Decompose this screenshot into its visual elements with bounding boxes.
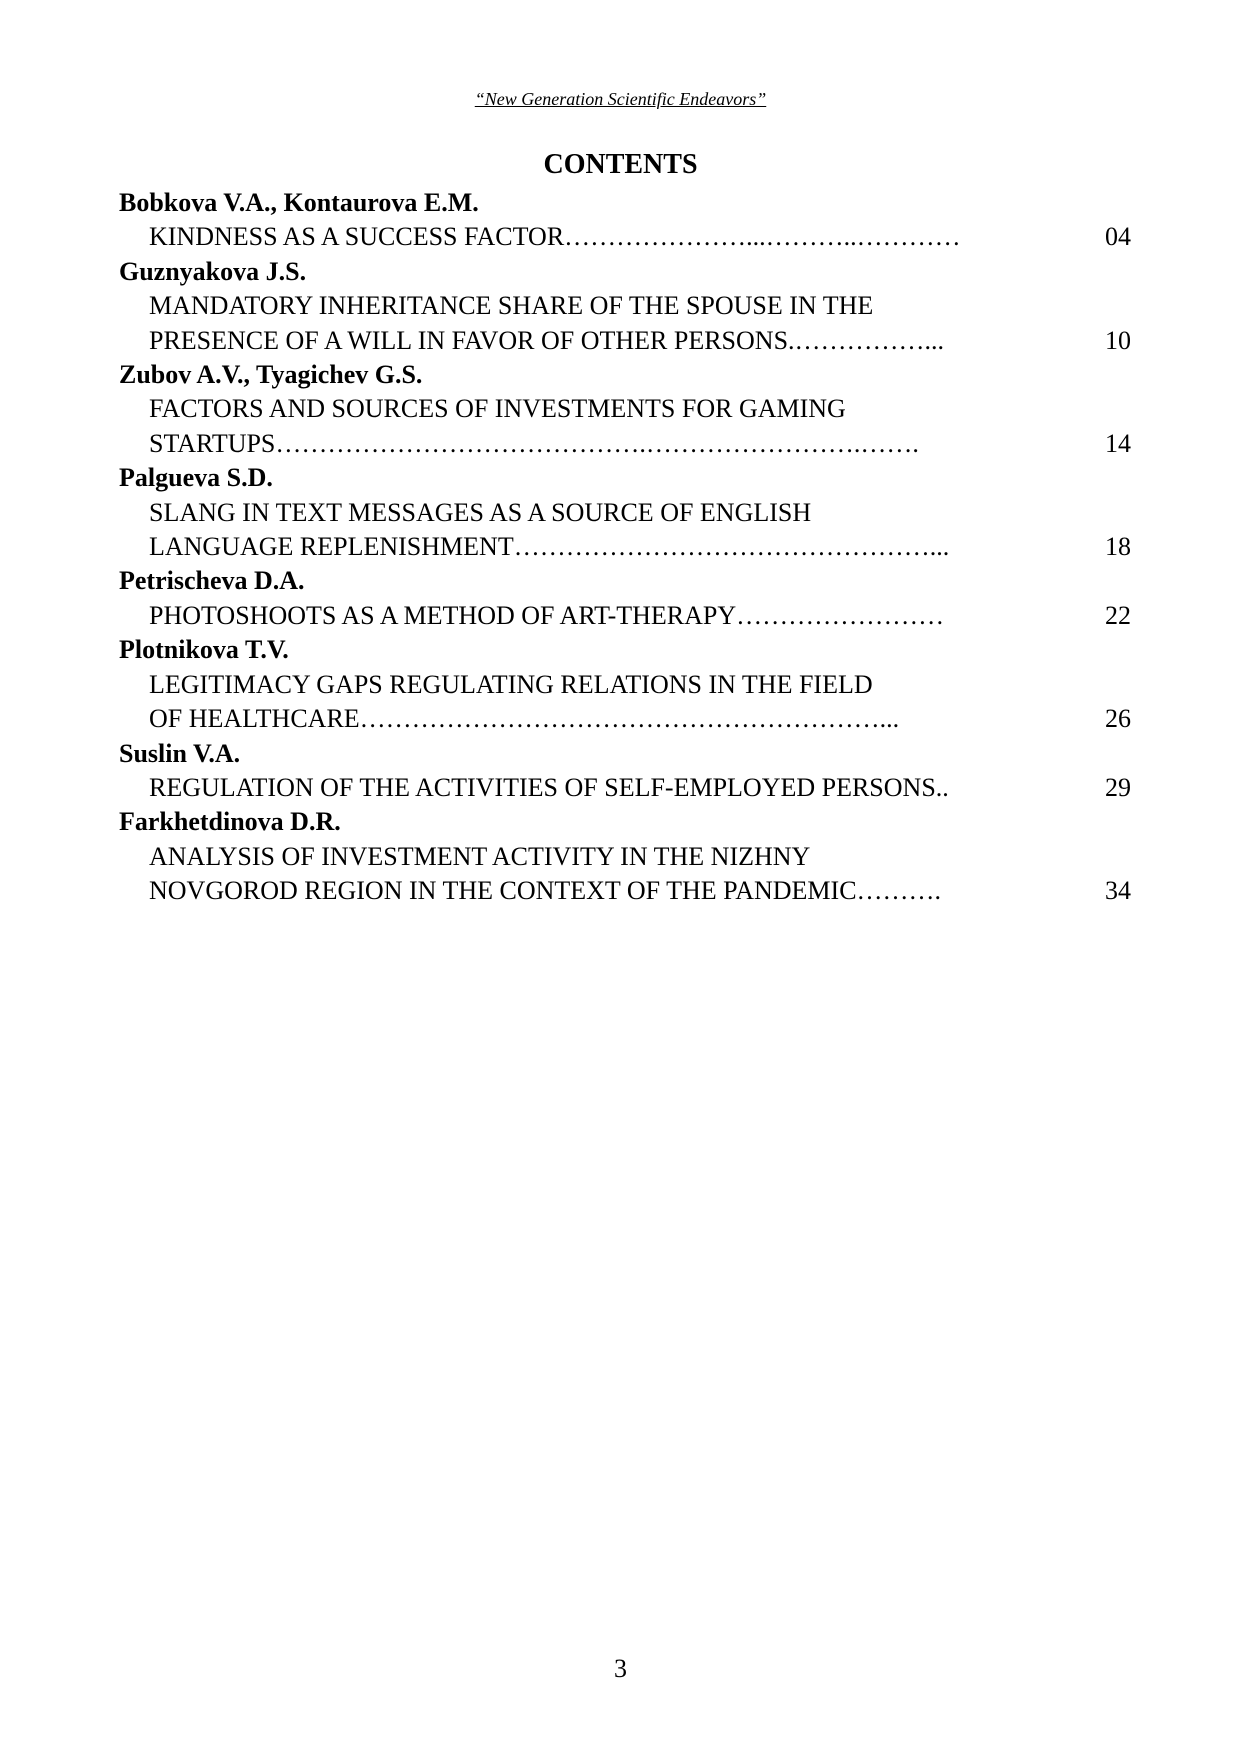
running-header: “New Generation Scientific Endeavors” xyxy=(474,89,767,109)
toc-entry-line xyxy=(119,599,1131,633)
toc-entry-title: LANGUAGE REPLENISHMENT…………………………………………... xyxy=(149,532,950,562)
toc-entry-authors: Petrischeva D.A. xyxy=(119,566,305,596)
toc-entry-line xyxy=(119,392,1131,426)
toc-entry-line xyxy=(119,324,1131,358)
toc-entry-line xyxy=(119,220,1131,254)
toc-entry-page: 26 xyxy=(1105,704,1131,734)
toc-entry-authors: Suslin V.A. xyxy=(119,738,241,768)
toc-entry-title: NOVGOROD REGION IN THE CONTEXT OF THE PANDEMIC………. xyxy=(149,876,942,906)
toc-entry-title: PHOTOSHOOTS AS A METHOD OF ART-THERAPY…………………… xyxy=(149,600,945,630)
toc-entry-authors: Palgueva S.D. xyxy=(119,463,273,493)
toc-entry xyxy=(119,461,1131,564)
toc-entry-line xyxy=(119,427,1131,461)
toc-entry-line xyxy=(119,840,1131,874)
toc-entry-line xyxy=(119,771,1131,805)
toc-entry-title: PRESENCE OF A WILL IN FAVOR OF OTHER PERSONS.……………... xyxy=(149,325,945,355)
toc-entry-title: ANALYSIS OF INVESTMENT ACTIVITY IN THE NIZHNY xyxy=(149,841,811,871)
toc-entry-title: FACTORS AND SOURCES OF INVESTMENTS FOR GAMING xyxy=(149,394,846,424)
toc-entry-page: 29 xyxy=(1105,772,1131,802)
toc-entry-authors: Guznyakova J.S. xyxy=(119,256,307,286)
toc-entry-page: 04 xyxy=(1105,222,1131,252)
toc-entry-authors: Farkhetdinova D.R. xyxy=(119,807,341,837)
page-number: 3 xyxy=(614,1654,627,1683)
toc-entry xyxy=(119,358,1131,461)
toc-entry xyxy=(119,255,1131,358)
toc-entry-page: 34 xyxy=(1105,876,1131,906)
toc-entry-line xyxy=(119,530,1131,564)
toc-entry xyxy=(119,186,1131,255)
toc-entry-line xyxy=(119,874,1131,908)
toc-entry-page: 14 xyxy=(1105,428,1131,458)
toc-entry-authors: Plotnikova T.V. xyxy=(119,635,289,665)
toc-entry-line xyxy=(119,496,1131,530)
toc-entry xyxy=(119,633,1131,736)
toc-entry-title: LEGITIMACY GAPS REGULATING RELATIONS IN THE FIELD xyxy=(149,669,873,699)
toc-entry-title: REGULATION OF THE ACTIVITIES OF SELF-EMPLOYED PERSONS.. xyxy=(149,772,949,802)
toc-entry-page: 22 xyxy=(1105,600,1131,630)
toc-entry-authors: Bobkova V.A., Kontaurova E.M. xyxy=(119,188,479,217)
toc-entry-title: OF HEALTHCARE……………………………………………………... xyxy=(149,704,900,734)
toc-entry-page: 10 xyxy=(1105,325,1131,355)
toc-entry-title: STARTUPS…………………………………….…………………….……. xyxy=(149,428,919,458)
toc-entry-title: MANDATORY INHERITANCE SHARE OF THE SPOUSE IN THE xyxy=(149,291,874,321)
toc-entry-line xyxy=(119,289,1131,323)
toc-entry xyxy=(119,805,1131,908)
contents-title: CONTENTS xyxy=(543,149,698,180)
toc-entry-authors: Zubov A.V., Tyagichev G.S. xyxy=(119,360,423,390)
toc-entry-page: 18 xyxy=(1105,532,1131,562)
toc-entry xyxy=(119,737,1131,806)
toc-entry-title: SLANG IN TEXT MESSAGES AS A SOURCE OF ENGLISH xyxy=(149,497,812,527)
toc-entry-line xyxy=(119,702,1131,736)
toc-entry-title: KINDNESS AS A SUCCESS FACTOR…………………...………..………… xyxy=(149,222,961,252)
toc-entry xyxy=(119,564,1131,633)
toc-entry-line xyxy=(119,668,1131,702)
table-of-contents xyxy=(119,186,1131,909)
